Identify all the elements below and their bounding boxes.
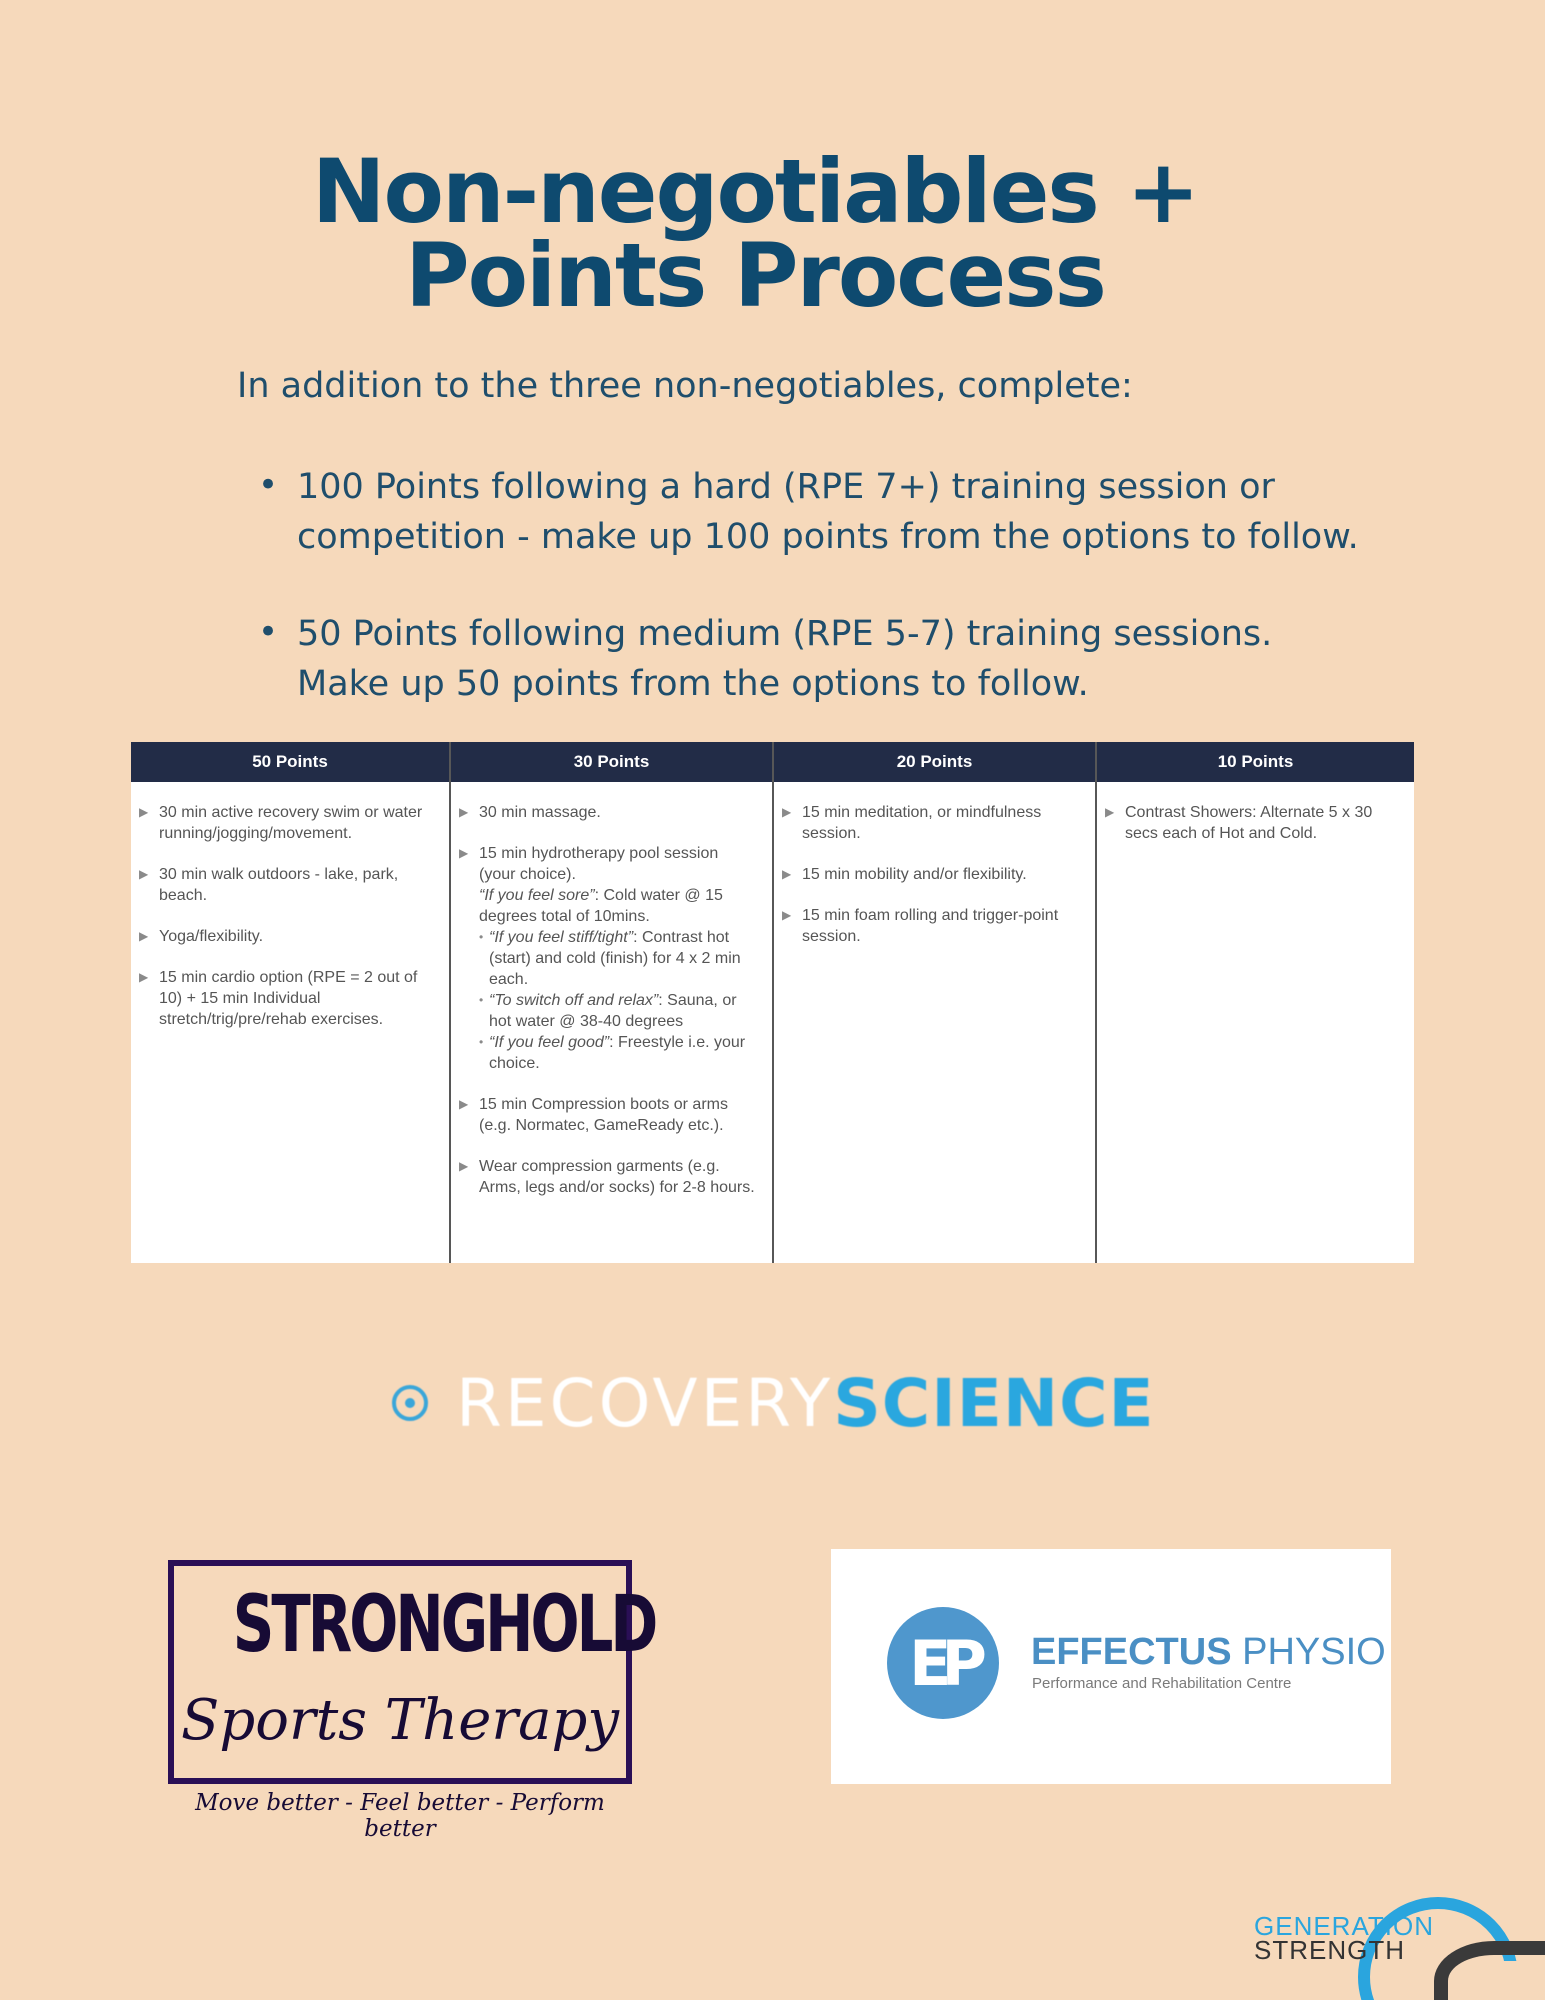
sub-bullet-icon: • (479, 1035, 484, 1049)
bullet-line: competition - make up 100 points from the options to follow. (297, 517, 1359, 557)
triangle-bullet-icon: ▶ (1105, 805, 1115, 819)
triangle-bullet-icon: ▶ (139, 970, 149, 984)
triangle-bullet-icon: ▶ (782, 867, 792, 881)
bullet-line: Make up 50 points from the options to follow. (297, 664, 1089, 704)
list-item: ▶ 15 min mobility and/or flexibility. (782, 866, 1027, 883)
bullet-line: 100 Points following a hard (RPE 7+) training session or (297, 467, 1275, 507)
sub-bullet-icon: • (479, 930, 484, 944)
logo-name: EFFECTUS PHYSIO (1031, 1631, 1386, 1673)
triangle-bullet-icon: ▶ (459, 1159, 469, 1173)
logo-line: GENERATION (1254, 1911, 1434, 1941)
column-header: 20 Points (774, 742, 1095, 782)
target-icon (392, 1385, 428, 1421)
title-line-1: Non-negotiables + (311, 140, 1199, 243)
bullet-dot-icon: • (258, 612, 279, 652)
triangle-bullet-icon: ▶ (459, 846, 469, 860)
sub-bullet-icon: • (479, 993, 484, 1007)
triangle-bullet-icon: ▶ (459, 805, 469, 819)
list-item: ▶ 15 min cardio option (RPE = 2 out of 10) + 15 min Individual stretch/trig/pre/rehab exercises. (139, 969, 418, 1028)
generation-strength-logo (1250, 1893, 1545, 2000)
logo-line: STRENGTH (1254, 1935, 1405, 1965)
list-item: ▶ Yoga/flexibility. (139, 928, 264, 945)
triangle-bullet-icon: ▶ (139, 805, 149, 819)
logo-text: SCIENCE (833, 1364, 1155, 1442)
logo-subtitle: Sports Therapy (181, 1688, 619, 1753)
stronghold-logo (168, 1560, 656, 1784)
column-10-points (1097, 742, 1414, 1263)
list-item: ▶ 30 min massage. (459, 804, 601, 821)
bullet-line: 50 Points following medium (RPE 5-7) training sessions. (297, 614, 1273, 654)
column-header: 10 Points (1097, 742, 1414, 782)
triangle-bullet-icon: ▶ (459, 1097, 469, 1111)
list-item: ▶ 15 min foam rolling and trigger-point session. (782, 907, 1059, 945)
column-30-points (451, 742, 774, 1263)
logo-subtitle: Performance and Rehabilitation Centre (1032, 1675, 1292, 1692)
triangle-bullet-icon: ▶ (782, 805, 792, 819)
bullet-dot-icon: • (258, 465, 279, 505)
triangle-bullet-icon: ▶ (139, 929, 149, 943)
list-item: ▶ 30 min active recovery swim or water running/jogging/movement. (139, 804, 423, 842)
list-item-hydrotherapy: ▶ 15 min hydrotherapy pool session (your choice). “If you feel sore”: Cold water @ 15 degrees total of 10mins. • “If you feel stiff/tight”: Contrast hot (start) and cold (finish) for 4 x 2 min each. • “To switch off and relax”: Sauna, or hot water @ 38-40 degrees • “If you feel good”: Freestyle i.e. your choice. (459, 845, 746, 1072)
logo-tagline: Move better - Feel better - Perform better (195, 1790, 605, 1842)
triangle-bullet-icon: ▶ (139, 867, 149, 881)
list-item: ▶ 15 min meditation, or mindfulness session. (782, 804, 1042, 842)
logo-title: STRONGHOLD (232, 1580, 656, 1670)
list-item: ▶ Wear compression garments (e.g. Arms, legs and/or socks) for 2-8 hours. (459, 1158, 755, 1196)
logo-text: RECOVERY (456, 1364, 834, 1442)
title-line-2: Points Process (405, 224, 1105, 327)
intro-text: In addition to the three non-negotiables, complete: (237, 366, 1133, 406)
triangle-bullet-icon: ▶ (782, 908, 792, 922)
ep-monogram-icon: EP (887, 1607, 999, 1719)
recovery-science-logo (392, 1364, 1172, 1442)
page-title (0, 140, 1510, 327)
column-50-points (131, 742, 451, 1263)
points-table (131, 742, 1414, 1263)
column-20-points (774, 742, 1097, 1263)
effectus-physio-logo (831, 1549, 1391, 1784)
list-item: ▶ 30 min walk outdoors - lake, park, beach. (139, 866, 399, 904)
column-header: 30 Points (451, 742, 772, 782)
list-item: ▶ Contrast Showers: Alternate 5 x 30 secs each of Hot and Cold. (1105, 804, 1373, 842)
list-item: ▶ 15 min Compression boots or arms (e.g. Normatec, GameReady etc.). (459, 1096, 728, 1134)
column-header: 50 Points (131, 742, 449, 782)
